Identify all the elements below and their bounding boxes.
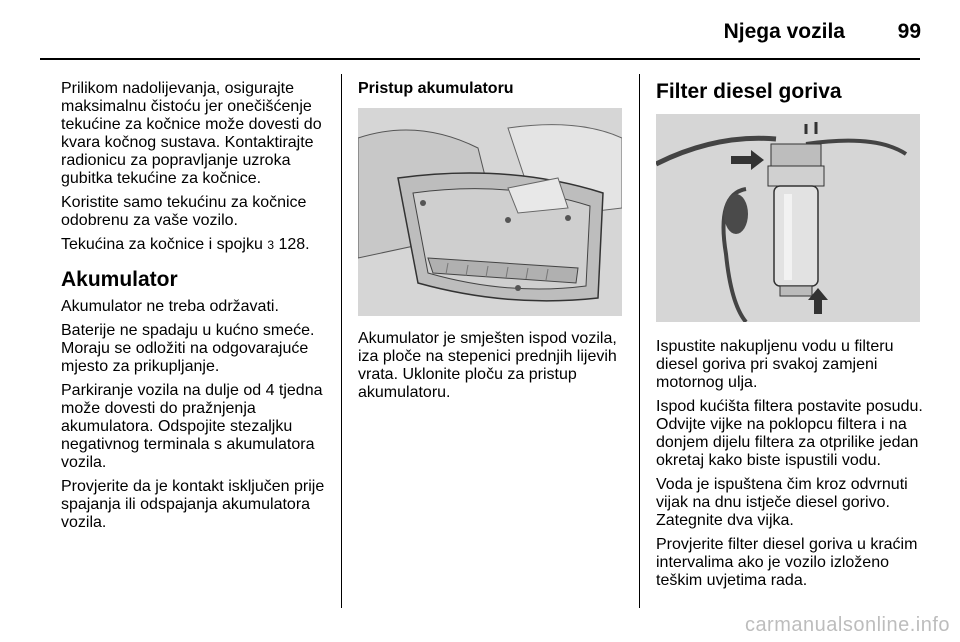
header-divider	[40, 58, 920, 60]
paragraph-drain-water: Ispustite nakupljenu vodu u filteru diesel goriva pri svakoj zamjeni motornog ulja.	[656, 338, 894, 391]
paragraph-no-maintenance: Akumulator ne treba održavati.	[61, 298, 279, 315]
paragraph-parking-discharge: Parkiranje vozila na dulje od 4 tjedna može dovesti do pražnjenja akumulatora. Odspojite stezaljku negativnog terminala s akumulatora vozila.	[61, 382, 323, 471]
column-2	[358, 80, 628, 408]
paragraph-approved-brake-fluid: Koristite samo tekućinu za kočnice odobrenu za vaše vozilo.	[61, 194, 307, 229]
reference-text: Tekućina za kočnice i spojku	[61, 236, 263, 253]
paragraph-brake-fluid-cleanliness: Prilikom nadolijevanja, osigurajte maksimalnu čistoću jer onečišćenje tekućine za kočnice može dovesti do kvara kočnog sustava. Kontaktirajte radionicu za popravljanje uzroka gubitka tekućine za kočnice.	[61, 80, 322, 187]
section-heading-akumulator: Akumulator	[61, 268, 178, 291]
paragraph-place-container: Ispod kućišta filtera postavite posudu. Odvijte vijke na poklopcu filtera i na donjem dijelu filtera za otprilike jedan okretaj kako biste ispustili vodu.	[656, 398, 923, 469]
paragraph-check-intervals: Provjerite filter diesel goriva u kraćim intervalima ako je vozilo izloženo teškim uvjetima rada.	[656, 536, 918, 589]
paragraph-battery-disposal: Baterije ne spadaju u kućno smeće. Moraju se odložiti na odgovarajuće mjesto za prikupljanje.	[61, 322, 315, 375]
reference-page: 128.	[278, 236, 310, 253]
column-1	[61, 80, 333, 538]
paragraph-battery-location: Akumulator je smješten ispod vozila, iza ploče na stepenici prednjih lijevih vrata. Uklonite ploču za pristup akumulatoru.	[358, 330, 617, 401]
column-divider-2	[639, 74, 640, 608]
section-heading-battery-access: Pristup akumulatoru	[358, 80, 514, 97]
paragraph-ignition-off: Provjerite da je kontakt isključen prije spajanja ili odspajanja akumulatora vozila.	[61, 478, 325, 531]
page-number: 99	[897, 20, 921, 43]
paragraph-water-drained: Voda je ispuštena čim kroz odvrnuti vijak na dnu istječe diesel gorivo. Zategnite dva vijka.	[656, 476, 908, 529]
section-heading-diesel-filter: Filter diesel goriva	[656, 80, 842, 103]
battery-access-illustration	[358, 108, 622, 316]
watermark: carmanualsonline.info	[744, 614, 950, 636]
paragraph-brake-fluid-reference	[61, 236, 333, 254]
column-divider-1	[341, 74, 342, 608]
column-3	[656, 80, 928, 596]
page-reference-arrow-icon: 3	[267, 238, 275, 252]
page-header-title: Njega vozila	[723, 20, 845, 43]
diesel-filter-illustration	[656, 114, 920, 322]
